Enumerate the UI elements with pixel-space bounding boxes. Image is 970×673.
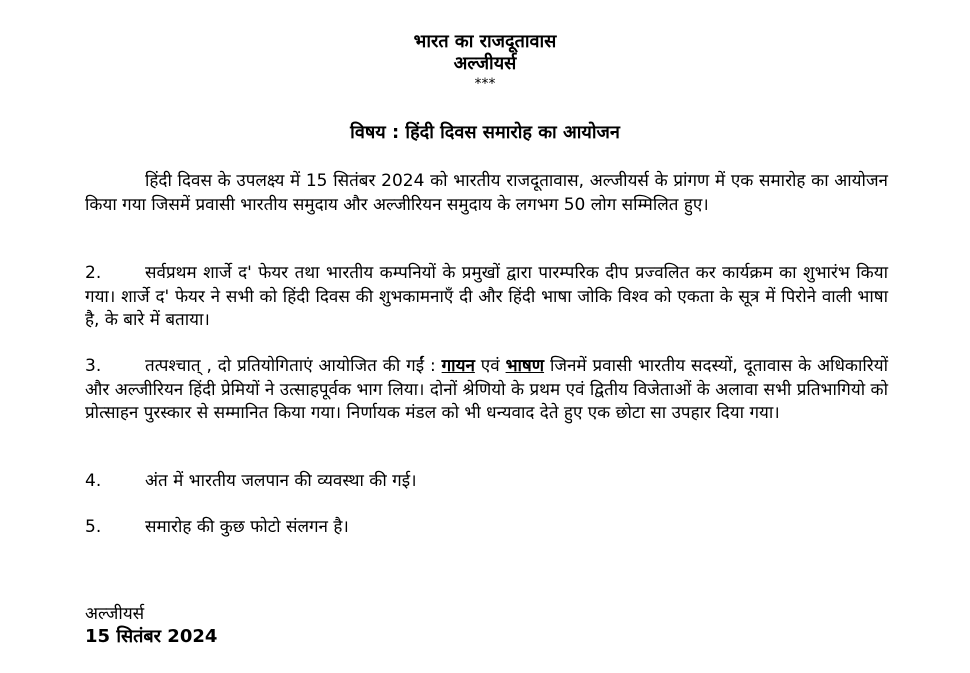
signoff-date: 15 सितंबर 2024 bbox=[85, 626, 218, 647]
paragraph-3-text-c: जिनमें प्रवासी भारतीय सदस्यों, दूतावास के अधिकारियों और अल्जीरियन हिंदी प्रेमियों ने उत्साहपूर्वक भाग लिया। दोनों श्रेणियो के प्रथम एवं द्वितीय विजेताओं के अलावा सभी प्रतिभागियो को प्रोत्साहन पुरस्कार से सम्मानित किया गया। निर्णायक मंडल को भी धन्यवाद देते हुए एक छोटा सा उपहार दिया गया। bbox=[85, 356, 888, 423]
paragraph-3-number: 3. bbox=[85, 356, 102, 376]
paragraph-4 bbox=[85, 470, 888, 494]
paragraph-4-text: अंत में भारतीय जलपान की व्यवस्था की गई। bbox=[145, 471, 417, 491]
keyword-gayan: गायन bbox=[441, 356, 475, 376]
paragraph-3-text-a: तत्पश्चात् , दो प्रतियोगिताएं आयोजित की गईं : bbox=[145, 356, 442, 376]
paragraph-1: हिंदी दिवस के उपलक्ष्य में 15 सितंबर 2024 को भारतीय राजदूतावास, अल्जीयर्स के प्रांगण में एक समारोह का आयोजन किया गया जिसमें प्रवासी भारतीय समुदाय और अल्जीरियन समुदाय के लगभग 50 लोग सम्मिलित हुए। bbox=[85, 171, 888, 215]
paragraph-3 bbox=[85, 355, 888, 426]
paragraph-2-number: 2. bbox=[85, 263, 102, 283]
paragraph-4-number: 4. bbox=[85, 471, 102, 491]
embassy-city: अल्जीयर्स bbox=[453, 53, 517, 74]
signoff-place: अल्जीयर्स bbox=[85, 604, 145, 624]
paragraph-2 bbox=[85, 262, 888, 333]
paragraph-5 bbox=[85, 516, 888, 540]
paragraph-5-number: 5. bbox=[85, 517, 102, 537]
paragraph-2-text: सर्वप्रथम शार्जे द' फेयर तथा भारतीय कम्पनियों के प्रमुखों द्वारा पारम्परिक दीप प्रज्वलित कर कार्यक्रम का शुभारंभ किया गया। शार्जे द' फेयर ने सभी को हिंदी दिवस की शुभकामनाएँ दी और हिंदी भाषा जोकि विश्व को एकता के सूत्र में पिरोने वाली भाषा है, के बारे में बताया। bbox=[85, 263, 888, 330]
paragraph-5-text: समारोह की कुछ फोटो संलगन है। bbox=[145, 517, 349, 537]
keyword-bhashan: भाषण bbox=[505, 356, 545, 376]
header-separator: *** bbox=[474, 76, 496, 92]
paragraph-3-text-b: एवं bbox=[474, 356, 506, 376]
embassy-name: भारत का राजदूतावास bbox=[413, 31, 557, 52]
subject-line: विषय : हिंदी दिवस समारोह का आयोजन bbox=[350, 122, 620, 143]
